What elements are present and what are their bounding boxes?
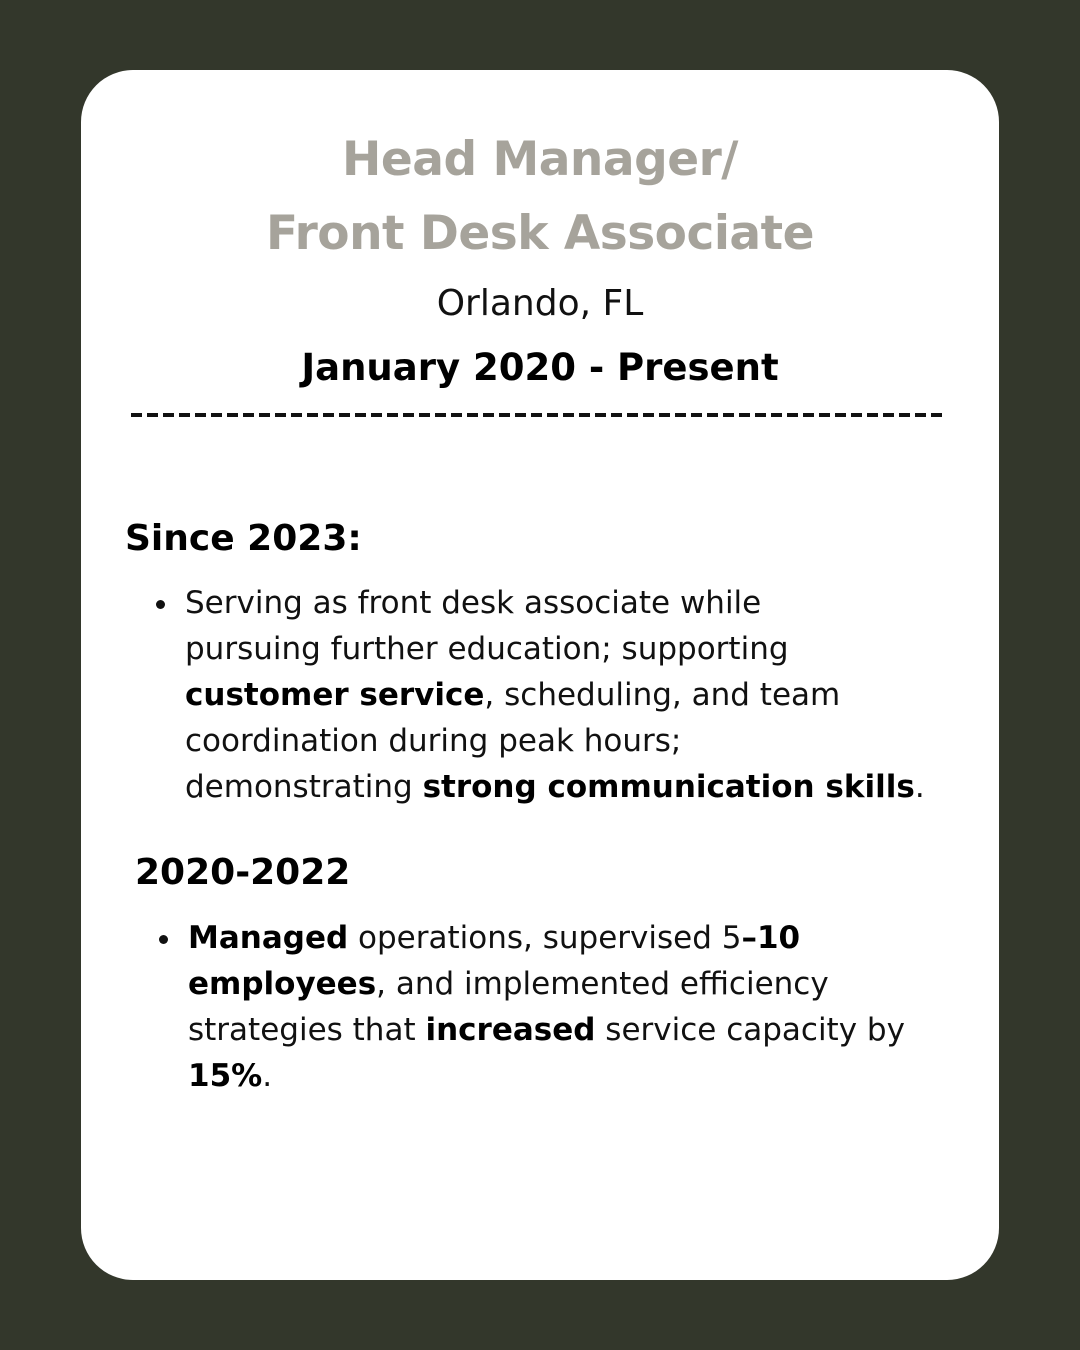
- bullet-text-line: [185, 672, 955, 718]
- bullet-item: [185, 580, 955, 810]
- bullet-text-bold: strong communication skills: [422, 769, 915, 805]
- bullet-text-bold: –10: [741, 920, 801, 956]
- bullet-text-line: [185, 764, 955, 810]
- job-dates: January 2020 - Present: [301, 346, 779, 389]
- bullet-text: coordination during peak hours;: [185, 723, 682, 759]
- dashed-divider: [131, 413, 947, 417]
- bullet-text: pursuing further education; supporting: [185, 631, 789, 667]
- bullet-text-line: [188, 1053, 958, 1099]
- resume-card: [81, 70, 999, 1280]
- bullet-text: demonstrating: [185, 769, 423, 805]
- bullet-text-line: [188, 915, 958, 961]
- bullet-icon: [156, 600, 165, 609]
- job-title-line-2: Front Desk Associate: [266, 206, 814, 261]
- bullet-text: , scheduling, and team: [484, 677, 841, 713]
- bullet-text: operations, supervised 5: [348, 920, 742, 956]
- bullet-text-bold: customer service: [185, 677, 485, 713]
- bullet-text-bold: employees: [188, 966, 377, 1002]
- job-location: Orlando, FL: [436, 283, 644, 324]
- bullet-text-line: [185, 580, 955, 626]
- bullet-text: .: [262, 1058, 273, 1094]
- bullet-text: service capacity by: [595, 1012, 905, 1048]
- bullet-item: [188, 915, 958, 1099]
- bullet-text: , and implemented efficiency: [376, 966, 829, 1002]
- section-heading-2020-2022: 2020-2022: [135, 852, 351, 893]
- bullet-icon: [159, 935, 168, 944]
- job-title-line-1: Head Manager/: [342, 132, 738, 187]
- bullet-text-line: [185, 718, 955, 764]
- bullet-text: Serving as front desk associate while: [185, 585, 762, 621]
- bullet-text-line: [185, 626, 955, 672]
- bullet-text-bold: 15%: [188, 1058, 263, 1094]
- bullet-text-line: [188, 961, 958, 1007]
- bullet-text-bold: increased: [425, 1012, 596, 1048]
- bullet-text: strategies that: [188, 1012, 426, 1048]
- bullet-text: .: [914, 769, 925, 805]
- bullet-text-line: [188, 1007, 958, 1053]
- section-heading-since-2023: Since 2023:: [125, 518, 362, 559]
- bullet-text-bold: Managed: [188, 920, 349, 956]
